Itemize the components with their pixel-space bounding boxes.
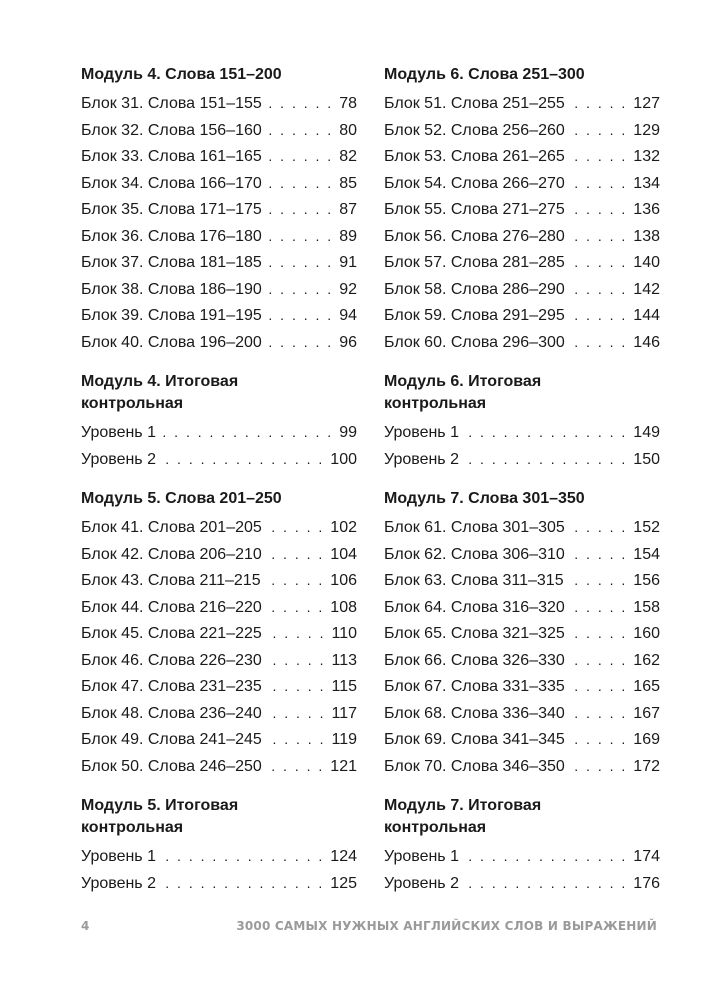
toc-entry[interactable] <box>81 223 357 250</box>
dot-leader <box>268 700 326 727</box>
toc-entry-label: Уровень 2 <box>384 874 459 892</box>
section-heading-line2: контрольная <box>81 819 184 836</box>
toc-entry[interactable] <box>81 446 357 473</box>
dot-leader <box>268 647 326 674</box>
dot-leader <box>571 753 628 780</box>
toc-section-module-5-test <box>81 795 357 896</box>
section-heading-line1: Модуль 5. Итоговая <box>81 797 239 814</box>
entry-list <box>81 419 357 472</box>
dot-leader <box>267 567 325 594</box>
toc-entry-page-number: 87 <box>339 201 357 218</box>
dot-leader <box>465 446 627 473</box>
toc-entry[interactable] <box>384 170 660 197</box>
toc-entry-label: Блок 64. Слова 316–320 <box>384 598 565 616</box>
toc-entry-page-number: 132 <box>633 148 660 165</box>
toc-entry-page-number: 146 <box>633 333 660 351</box>
running-title: 3000 САМЫХ НУЖНЫХ АНГЛИЙСКИХ СЛОВ И ВЫРАЖЕНИЙ <box>236 919 657 933</box>
toc-entry[interactable] <box>384 143 660 170</box>
toc-entry[interactable] <box>384 726 660 753</box>
toc-entry-page-number: 129 <box>633 121 660 139</box>
section-heading: Модуль 6. Слова 251–300 <box>384 66 585 83</box>
dot-leader <box>268 594 325 621</box>
toc-entry-page-number: 99 <box>339 424 357 441</box>
toc-entry-page-number: 162 <box>633 651 660 669</box>
dot-leader <box>162 870 324 897</box>
entry-list <box>384 419 660 472</box>
dot-leader <box>268 196 333 223</box>
page-footer <box>81 916 657 936</box>
dot-leader <box>268 620 326 647</box>
toc-entry-label: Блок 60. Слова 296–300 <box>384 333 565 351</box>
dot-leader <box>571 143 628 170</box>
toc-entry-label: Блок 59. Слова 291–295 <box>384 307 565 324</box>
dot-leader <box>465 419 627 446</box>
entry-list <box>384 843 660 896</box>
toc-entry-label: Блок 49. Слова 241–245 <box>81 731 262 748</box>
toc-entry-page-number: 158 <box>633 598 660 616</box>
toc-entry-label: Блок 41. Слова 201–205 <box>81 519 262 536</box>
toc-entry-label: Блок 53. Слова 261–265 <box>384 148 565 165</box>
section-heading-line1: Модуль 6. Итоговая <box>384 373 542 390</box>
toc-entry-page-number: 113 <box>331 651 357 669</box>
dot-leader <box>162 419 333 446</box>
toc-entry-page-number: 100 <box>330 450 357 468</box>
dot-leader <box>268 541 325 568</box>
toc-entry-page-number: 121 <box>330 757 357 775</box>
toc-entry-page-number: 156 <box>633 572 660 589</box>
toc-entry-page-number: 149 <box>633 424 660 441</box>
dot-leader <box>570 567 628 594</box>
toc-entry[interactable] <box>384 541 660 568</box>
toc-entry-label: Блок 67. Слова 331–335 <box>384 678 565 695</box>
toc-entry[interactable] <box>81 249 357 276</box>
toc-entry-label: Блок 68. Слова 336–340 <box>384 704 565 722</box>
dot-leader <box>268 302 333 329</box>
section-heading: Модуль 5. Слова 201–250 <box>81 490 282 507</box>
toc-entry[interactable] <box>81 647 357 674</box>
toc-entry[interactable] <box>81 753 357 780</box>
entry-list <box>384 90 660 355</box>
toc-entry[interactable] <box>384 90 660 117</box>
toc-entry-label: Блок 65. Слова 321–325 <box>384 625 565 642</box>
toc-entry-page-number: 115 <box>331 678 357 695</box>
toc-entry-page-number: 104 <box>330 545 357 563</box>
toc-entry-label: Блок 63. Слова 311–315 <box>384 572 564 589</box>
section-heading: Модуль 7. Слова 301–350 <box>384 490 585 507</box>
toc-entry-label: Блок 42. Слова 206–210 <box>81 545 262 563</box>
toc-entry[interactable] <box>384 700 660 727</box>
toc-entry-page-number: 142 <box>633 280 660 298</box>
toc-entry[interactable] <box>384 249 660 276</box>
toc-entry-label: Блок 46. Слова 226–230 <box>81 651 262 669</box>
toc-section-module-4-test <box>81 371 357 472</box>
toc-entry-label: Блок 43. Слова 211–215 <box>81 572 261 589</box>
toc-entry[interactable] <box>81 567 357 594</box>
toc-entry-page-number: 124 <box>330 848 357 865</box>
entry-list <box>81 843 357 896</box>
toc-section-module-6-test <box>384 371 660 472</box>
toc-entry-label: Уровень 2 <box>81 874 156 892</box>
entry-list <box>81 90 357 355</box>
toc-entry[interactable] <box>81 673 357 700</box>
toc-entry-label: Блок 36. Слова 176–180 <box>81 227 262 245</box>
toc-entry-page-number: 82 <box>339 148 357 165</box>
toc-entry-label: Блок 34. Слова 166–170 <box>81 174 262 192</box>
toc-entry-label: Блок 32. Слова 156–160 <box>81 121 262 139</box>
toc-entry-label: Блок 48. Слова 236–240 <box>81 704 262 722</box>
toc-entry-label: Уровень 2 <box>384 450 459 468</box>
toc-left-column <box>81 64 357 912</box>
toc-entry-label: Блок 35. Слова 171–175 <box>81 201 262 218</box>
dot-leader <box>268 329 333 356</box>
toc-entry[interactable] <box>384 843 660 870</box>
toc-entry-label: Блок 31. Слова 151–155 <box>81 95 262 112</box>
dot-leader <box>571 673 628 700</box>
toc-entry[interactable] <box>384 329 660 356</box>
toc-entry-label: Блок 70. Слова 346–350 <box>384 757 565 775</box>
toc-section-module-4-words <box>81 64 357 355</box>
toc-entry-label: Блок 58. Слова 286–290 <box>384 280 565 298</box>
toc-entry[interactable] <box>384 567 660 594</box>
toc-entry-label: Блок 37. Слова 181–185 <box>81 254 262 271</box>
dot-leader <box>162 843 324 870</box>
toc-entry-page-number: 152 <box>633 519 660 536</box>
dot-leader <box>268 753 325 780</box>
dot-leader <box>571 302 628 329</box>
section-heading-line1: Модуль 7. Итоговая <box>384 797 542 814</box>
toc-entry-page-number: 117 <box>331 704 357 722</box>
toc-entry[interactable] <box>81 541 357 568</box>
toc-entry-label: Блок 40. Слова 196–200 <box>81 333 262 351</box>
toc-entry[interactable] <box>384 870 660 897</box>
toc-entry[interactable] <box>384 594 660 621</box>
dot-leader <box>571 249 628 276</box>
toc-entry-label: Блок 56. Слова 276–280 <box>384 227 565 245</box>
toc-entry[interactable] <box>81 870 357 897</box>
toc-entry-label: Блок 50. Слова 246–250 <box>81 757 262 775</box>
toc-entry-label: Уровень 1 <box>81 848 156 865</box>
toc-entry[interactable] <box>384 419 660 446</box>
toc-entry[interactable] <box>81 302 357 329</box>
toc-entry[interactable] <box>81 620 357 647</box>
toc-section-module-5-words <box>81 488 357 779</box>
dot-leader <box>571 170 628 197</box>
toc-entry-label: Блок 39. Слова 191–195 <box>81 307 262 324</box>
toc-entry-page-number: 119 <box>331 731 357 748</box>
toc-section-module-6-words <box>384 64 660 355</box>
toc-entry-label: Блок 55. Слова 271–275 <box>384 201 565 218</box>
section-heading-line2: контрольная <box>384 819 487 836</box>
toc-entry-label: Блок 38. Слова 186–190 <box>81 280 262 298</box>
toc-entry-page-number: 169 <box>633 731 660 748</box>
dot-leader <box>571 541 628 568</box>
toc-entry-label: Блок 44. Слова 216–220 <box>81 598 262 616</box>
dot-leader <box>571 700 628 727</box>
toc-entry-page-number: 78 <box>339 95 357 112</box>
toc-entry[interactable] <box>81 329 357 356</box>
toc-entry-page-number: 127 <box>633 95 660 112</box>
toc-entry-label: Уровень 1 <box>384 848 459 865</box>
toc-entry[interactable] <box>81 419 357 446</box>
toc-entry[interactable] <box>384 514 660 541</box>
section-heading-line1: Модуль 4. Итоговая <box>81 373 239 390</box>
toc-entry[interactable] <box>384 647 660 674</box>
toc-entry-page-number: 165 <box>633 678 660 695</box>
dot-leader <box>571 329 628 356</box>
toc-entry-page-number: 106 <box>330 572 357 589</box>
toc-entry-page-number: 134 <box>633 174 660 192</box>
toc-entry-page-number: 125 <box>330 874 357 892</box>
dot-leader <box>571 620 628 647</box>
toc-entry-page-number: 91 <box>339 254 357 271</box>
toc-entry[interactable] <box>81 143 357 170</box>
toc-entry-label: Уровень 2 <box>81 450 156 468</box>
dot-leader <box>571 223 628 250</box>
toc-entry[interactable] <box>81 594 357 621</box>
toc-entry-label: Уровень 1 <box>384 424 459 441</box>
toc-entry[interactable] <box>384 196 660 223</box>
toc-entry-page-number: 110 <box>331 625 357 642</box>
dot-leader <box>571 647 628 674</box>
toc-entry-page-number: 108 <box>330 598 357 616</box>
dot-leader <box>268 514 325 541</box>
toc-entry[interactable] <box>81 514 357 541</box>
toc-entry-label: Блок 54. Слова 266–270 <box>384 174 565 192</box>
dot-leader <box>268 726 326 753</box>
toc-entry-label: Блок 47. Слова 231–235 <box>81 678 262 695</box>
toc-entry-label: Блок 57. Слова 281–285 <box>384 254 565 271</box>
dot-leader <box>571 514 628 541</box>
toc-entry-page-number: 176 <box>633 874 660 892</box>
toc-entry-label: Блок 52. Слова 256–260 <box>384 121 565 139</box>
toc-entry[interactable] <box>384 276 660 303</box>
toc-section-module-7-test <box>384 795 660 896</box>
dot-leader <box>571 726 628 753</box>
dot-leader <box>571 90 628 117</box>
dot-leader <box>571 276 628 303</box>
toc-entry-page-number: 92 <box>339 280 357 298</box>
toc-entry-page-number: 160 <box>633 625 660 642</box>
toc-entry-page-number: 102 <box>330 519 357 536</box>
toc-entry[interactable] <box>81 196 357 223</box>
entry-list <box>384 514 660 779</box>
dot-leader <box>571 196 628 223</box>
dot-leader <box>268 673 326 700</box>
toc-entry-label: Блок 69. Слова 341–345 <box>384 731 565 748</box>
toc-entry-page-number: 144 <box>633 307 660 324</box>
toc-entry-label: Уровень 1 <box>81 424 156 441</box>
toc-entry[interactable] <box>81 90 357 117</box>
toc-entry[interactable] <box>81 276 357 303</box>
dot-leader <box>465 870 627 897</box>
toc-entry-page-number: 136 <box>633 201 660 218</box>
toc-entry-label: Блок 61. Слова 301–305 <box>384 519 565 536</box>
dot-leader <box>268 90 333 117</box>
page-number: 4 <box>81 919 90 933</box>
toc-entry[interactable] <box>384 673 660 700</box>
dot-leader <box>465 843 627 870</box>
section-heading-line2: контрольная <box>81 395 184 412</box>
toc-entry[interactable] <box>384 117 660 144</box>
dot-leader <box>571 594 628 621</box>
toc-entry[interactable] <box>384 753 660 780</box>
dot-leader <box>268 170 333 197</box>
toc-entry-page-number: 85 <box>339 174 357 192</box>
toc-entry-page-number: 174 <box>633 848 660 865</box>
toc-entry-page-number: 96 <box>339 333 357 351</box>
toc-entry-label: Блок 51. Слова 251–255 <box>384 95 565 112</box>
toc-right-column <box>384 64 660 912</box>
toc-entry[interactable] <box>384 223 660 250</box>
toc-entry-label: Блок 33. Слова 161–165 <box>81 148 262 165</box>
toc-entry-label: Блок 62. Слова 306–310 <box>384 545 565 563</box>
dot-leader <box>268 249 333 276</box>
toc-entry[interactable] <box>81 843 357 870</box>
section-heading-line2: контрольная <box>384 395 487 412</box>
toc-entry-page-number: 172 <box>633 757 660 775</box>
dot-leader <box>162 446 324 473</box>
toc-entry-page-number: 167 <box>633 704 660 722</box>
dot-leader <box>268 223 333 250</box>
dot-leader <box>268 117 333 144</box>
toc-entry-page-number: 140 <box>633 254 660 271</box>
toc-entry[interactable] <box>81 726 357 753</box>
toc-entry-page-number: 154 <box>633 545 660 563</box>
toc-entry-label: Блок 45. Слова 221–225 <box>81 625 262 642</box>
dot-leader <box>571 117 628 144</box>
toc-entry[interactable] <box>81 117 357 144</box>
toc-entry-label: Блок 66. Слова 326–330 <box>384 651 565 669</box>
toc-entry-page-number: 89 <box>339 227 357 245</box>
toc-entry[interactable] <box>384 446 660 473</box>
dot-leader <box>268 276 333 303</box>
toc-entry-page-number: 150 <box>633 450 660 468</box>
toc-entry[interactable] <box>384 620 660 647</box>
toc-section-module-7-words <box>384 488 660 779</box>
section-heading: Модуль 4. Слова 151–200 <box>81 66 282 83</box>
toc-entry-page-number: 94 <box>339 307 357 324</box>
toc-entry[interactable] <box>81 170 357 197</box>
entry-list <box>81 514 357 779</box>
dot-leader <box>268 143 333 170</box>
toc-entry-page-number: 138 <box>633 227 660 245</box>
toc-entry[interactable] <box>81 700 357 727</box>
toc-entry-page-number: 80 <box>339 121 357 139</box>
toc-entry[interactable] <box>384 302 660 329</box>
